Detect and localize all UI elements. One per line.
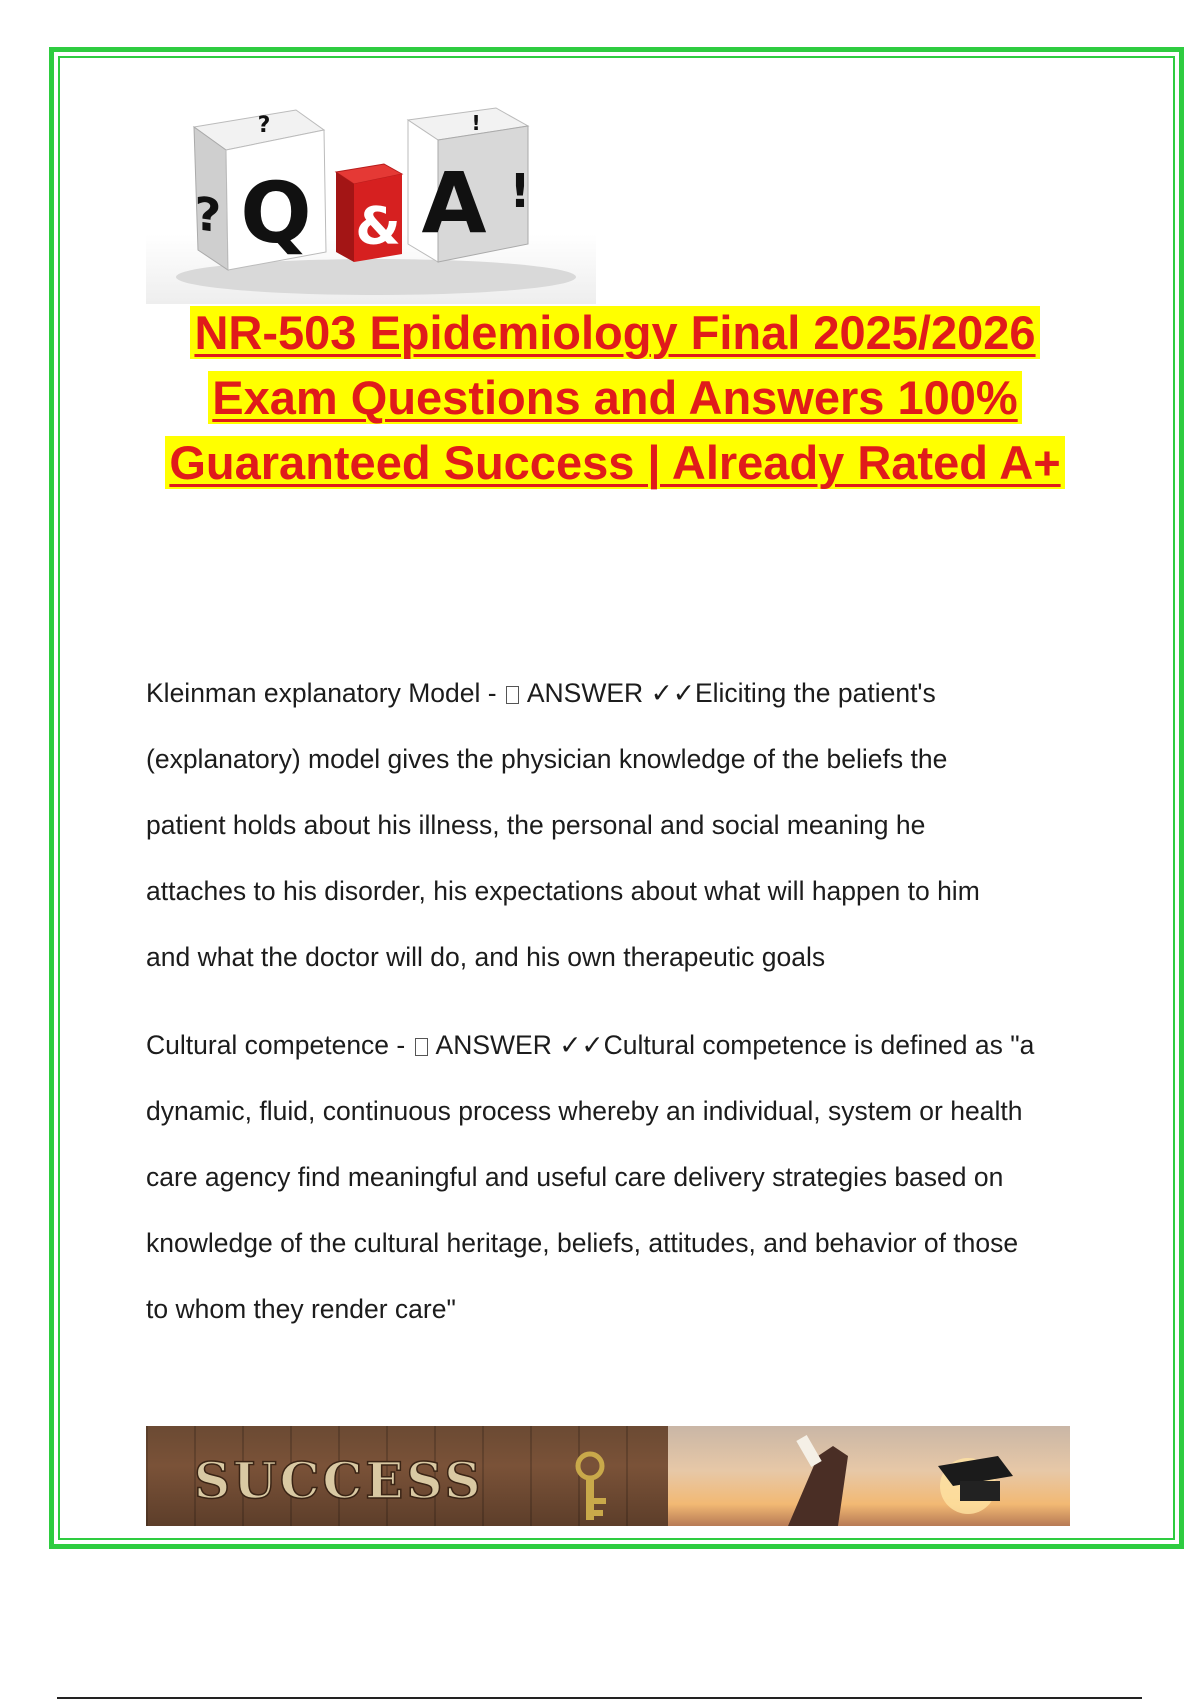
- footer-rule: [57, 1697, 1142, 1699]
- qa-term: Kleinman explanatory Model: [146, 678, 481, 708]
- key-icon: [578, 1454, 606, 1520]
- answer-text: Cultural competence is defined as "a: [603, 1030, 1035, 1060]
- success-wood-panel: [146, 1426, 668, 1526]
- qa-line: Kleinman explanatory Model - ANSWER ✓✓Eliciting the patient's: [146, 678, 936, 708]
- svg-text:&: &: [355, 197, 401, 257]
- svg-text:!: !: [509, 164, 531, 218]
- success-banner: [146, 1426, 1070, 1526]
- missing-glyph-icon: [506, 686, 519, 704]
- check-marks: ✓✓: [650, 678, 695, 708]
- q-die: [194, 110, 326, 270]
- answer-text: patient holds about his illness, the personal and social meaning he: [146, 810, 926, 840]
- answer-text: attaches to his disorder, his expectations about what will happen to him: [146, 876, 980, 906]
- svg-text:!: !: [471, 111, 481, 135]
- answer-marker: ANSWER: [526, 678, 644, 708]
- qa-line: Cultural competence - ANSWER ✓✓Cultural competence is defined as "a: [146, 1030, 1035, 1060]
- a-die: [408, 108, 530, 262]
- answer-text: (explanatory) model gives the physician knowledge of the beliefs the: [146, 744, 948, 774]
- qa-item-kleinman: [146, 660, 1106, 990]
- answer-text: dynamic, fluid, continuous process whereby an individual, system or health: [146, 1096, 1023, 1126]
- answer-text: to whom they render care": [146, 1294, 456, 1324]
- answer-text: knowledge of the cultural heritage, beliefs, attitudes, and behavior of those: [146, 1228, 1019, 1258]
- svg-text:A: A: [421, 154, 487, 252]
- ampersand-die: [336, 164, 402, 262]
- check-marks: ✓✓: [559, 1030, 604, 1060]
- qa-dice-logo: [146, 72, 596, 304]
- svg-text:SUCCESS: SUCCESS: [194, 1451, 484, 1510]
- qa-term: Cultural competence: [146, 1030, 390, 1060]
- answer-text: care agency find meaningful and useful care delivery strategies based on: [146, 1162, 1004, 1192]
- graduate-photo: [668, 1426, 1070, 1526]
- answer-text: and what the doctor will do, and his own therapeutic goals: [146, 942, 826, 972]
- title-line-1: NR-503 Epidemiology Final 2025/2026: [190, 306, 1039, 359]
- qa-item-cultural-competence: [146, 1012, 1106, 1342]
- svg-text:?: ?: [257, 113, 271, 138]
- missing-glyph-icon: [415, 1038, 428, 1056]
- title-line-3: Guaranteed Success | Already Rated A+: [165, 436, 1064, 489]
- answer-marker: ANSWER: [435, 1030, 552, 1060]
- document-title: [100, 300, 1130, 495]
- answer-text: Eliciting the patient's: [694, 678, 936, 708]
- svg-text:?: ?: [194, 186, 222, 244]
- title-line-2: Exam Questions and Answers 100%: [208, 371, 1021, 424]
- svg-text:Q: Q: [240, 164, 312, 262]
